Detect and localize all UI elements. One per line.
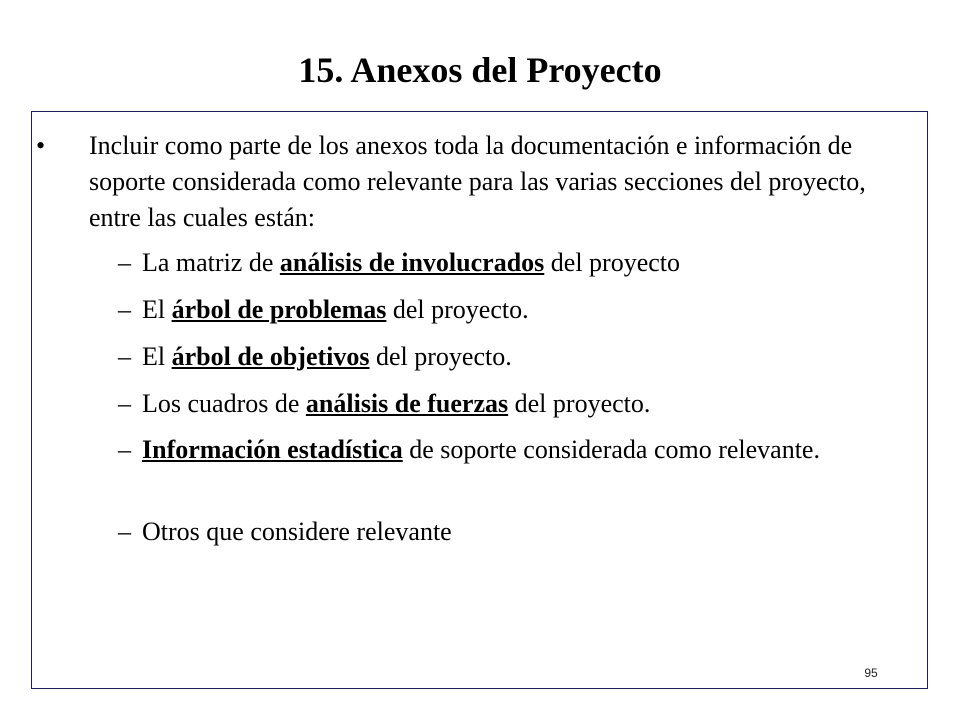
item-highlight: árbol de problemas bbox=[171, 295, 387, 324]
item-text: Otros que considere relevante bbox=[142, 517, 452, 546]
item-highlight: análisis de involucrados bbox=[279, 248, 545, 277]
item-text: de soporte considerada como relevante. bbox=[402, 435, 820, 464]
page-number: 95 bbox=[864, 666, 878, 680]
item-text: El bbox=[142, 342, 172, 371]
item-text: del proyecto bbox=[544, 248, 681, 277]
item-highlight: Información estadística bbox=[142, 435, 403, 464]
slide-title: 15. Anexos del Proyecto bbox=[298, 50, 662, 90]
item-text: Los cuadros de bbox=[142, 389, 306, 418]
dash-icon: – bbox=[118, 295, 131, 324]
item-text: del proyecto. bbox=[508, 389, 651, 418]
list-item bbox=[118, 339, 908, 375]
dash-icon: – bbox=[118, 342, 131, 371]
intro-paragraph: Incluir como parte de los anexos toda la documentación e información de soporte considerada como relevante para las varias secciones del proyecto, entre las cuales están: bbox=[89, 131, 866, 232]
list-item bbox=[118, 432, 908, 468]
item-text: La matriz de bbox=[142, 248, 280, 277]
dash-icon: – bbox=[118, 435, 131, 464]
dash-icon: – bbox=[118, 389, 131, 418]
bullet-icon: • bbox=[36, 131, 46, 160]
dash-icon: – bbox=[118, 517, 131, 546]
list-item bbox=[118, 292, 908, 328]
item-highlight: árbol de objetivos bbox=[171, 342, 370, 371]
list-item bbox=[118, 245, 908, 281]
dash-icon: – bbox=[118, 248, 131, 277]
list-item bbox=[118, 386, 908, 422]
item-highlight: análisis de fuerzas bbox=[305, 389, 509, 418]
item-text: del proyecto. bbox=[386, 295, 529, 324]
item-text: del proyecto. bbox=[369, 342, 512, 371]
list-item bbox=[118, 514, 908, 550]
item-text: El bbox=[142, 295, 172, 324]
